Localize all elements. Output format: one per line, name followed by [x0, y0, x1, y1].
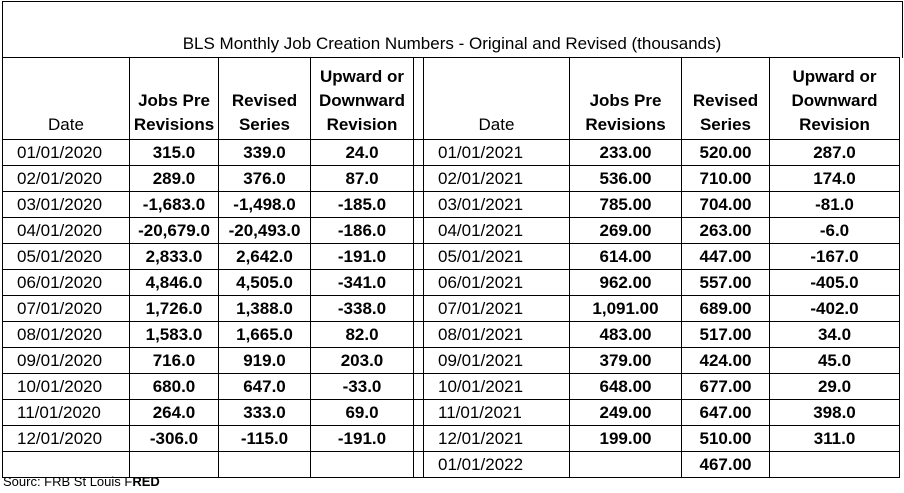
revised-cell-2020: 919.0	[219, 348, 311, 374]
date-cell-2020: 09/01/2020	[3, 348, 130, 374]
date-cell-2021: 01/01/2021	[424, 140, 570, 166]
revision-cell-2020: -33.0	[311, 374, 414, 400]
date-cell-2021: 03/01/2021	[424, 192, 570, 218]
revised-cell-2021: 467.00	[682, 452, 770, 478]
date-cell-2021: 07/01/2021	[424, 296, 570, 322]
column-separator	[414, 296, 424, 322]
revision-cell-2020: -185.0	[311, 192, 414, 218]
revised-cell-2021: 557.00	[682, 270, 770, 296]
jobs-pre-cell-2020: 1,583.0	[130, 322, 219, 348]
header-date-2020: Date	[3, 58, 130, 140]
column-separator	[414, 400, 424, 426]
revision-cell-2021: -402.0	[770, 296, 900, 322]
table-row	[3, 166, 900, 192]
date-cell-2021: 05/01/2021	[424, 244, 570, 270]
date-cell-2021: 08/01/2021	[424, 322, 570, 348]
jobs-pre-cell-2020: 289.0	[130, 166, 219, 192]
date-cell-2020: 06/01/2020	[3, 270, 130, 296]
jobs-pre-cell-2021: 648.00	[570, 374, 682, 400]
column-separator	[414, 58, 424, 140]
revised-cell-2021: 447.00	[682, 244, 770, 270]
date-cell-2021: 11/01/2021	[424, 400, 570, 426]
column-separator	[414, 348, 424, 374]
jobs-pre-cell-2021: 379.00	[570, 348, 682, 374]
revision-cell-2021: -6.0	[770, 218, 900, 244]
column-separator	[414, 166, 424, 192]
table-row	[3, 400, 900, 426]
date-cell-2020: 07/01/2020	[3, 296, 130, 322]
source-fred: RED	[132, 474, 160, 489]
jobs-pre-cell-2020: 2,833.0	[130, 244, 219, 270]
source-prefix: Sourc: FRB St Louis F	[3, 474, 133, 489]
jobs-pre-cell-2020: 680.0	[130, 374, 219, 400]
column-separator	[414, 270, 424, 296]
revised-cell-2021: 517.00	[682, 322, 770, 348]
jobs-pre-cell-2021: 269.00	[570, 218, 682, 244]
revised-cell-2020: 376.0	[219, 166, 311, 192]
revised-cell-2021: 510.00	[682, 426, 770, 452]
date-cell-2020: 03/01/2020	[3, 192, 130, 218]
table-row	[3, 374, 900, 400]
column-separator	[414, 140, 424, 166]
revised-cell-2020: 339.0	[219, 140, 311, 166]
table-row	[3, 218, 900, 244]
jobs-table	[2, 57, 900, 478]
source-note	[3, 474, 160, 489]
revision-cell-2020: 82.0	[311, 322, 414, 348]
revised-cell-2020	[219, 452, 311, 478]
jobs-pre-cell-2020: 1,726.0	[130, 296, 219, 322]
revision-cell-2021: 398.0	[770, 400, 900, 426]
revised-cell-2021: 704.00	[682, 192, 770, 218]
date-cell-2021: 02/01/2021	[424, 166, 570, 192]
jobs-pre-cell-2020: 716.0	[130, 348, 219, 374]
jobs-pre-cell-2021: 962.00	[570, 270, 682, 296]
column-separator	[414, 218, 424, 244]
table-row	[3, 270, 900, 296]
revised-cell-2021: 689.00	[682, 296, 770, 322]
table-title: BLS Monthly Job Creation Numbers - Original and Revised (thousands)	[182, 34, 722, 53]
revised-cell-2021: 710.00	[682, 166, 770, 192]
revised-cell-2020: 333.0	[219, 400, 311, 426]
date-cell-2021: 10/01/2021	[424, 374, 570, 400]
table-row	[3, 426, 900, 452]
table-row	[3, 140, 900, 166]
revised-cell-2021: 677.00	[682, 374, 770, 400]
date-cell-2021: 09/01/2021	[424, 348, 570, 374]
revision-cell-2020: 87.0	[311, 166, 414, 192]
revision-cell-2021: 45.0	[770, 348, 900, 374]
header-revised-2020: Revised Series	[219, 58, 311, 140]
jobs-pre-cell-2021: 483.00	[570, 322, 682, 348]
revised-cell-2020: -20,493.0	[219, 218, 311, 244]
table-row	[3, 322, 900, 348]
date-cell-2020: 10/01/2020	[3, 374, 130, 400]
revision-cell-2020: 24.0	[311, 140, 414, 166]
date-cell-2020: 01/01/2020	[3, 140, 130, 166]
revision-cell-2021: 311.0	[770, 426, 900, 452]
date-cell-2021: 06/01/2021	[424, 270, 570, 296]
header-date-2021: Date	[424, 58, 570, 140]
revised-cell-2020: 647.0	[219, 374, 311, 400]
header-revision-2020: Upward or Downward Revision	[311, 58, 414, 140]
column-separator	[414, 192, 424, 218]
header-revision-2021: Upward or Downward Revision	[770, 58, 900, 140]
jobs-pre-cell-2020: 4,846.0	[130, 270, 219, 296]
date-cell-2021: 01/01/2022	[424, 452, 570, 478]
jobs-pre-cell-2020: 264.0	[130, 400, 219, 426]
revised-cell-2020: 2,642.0	[219, 244, 311, 270]
revision-cell-2020	[311, 452, 414, 478]
date-cell-2020: 02/01/2020	[3, 166, 130, 192]
date-cell-2020: 08/01/2020	[3, 322, 130, 348]
revision-cell-2021: 34.0	[770, 322, 900, 348]
revised-cell-2020: 1,665.0	[219, 322, 311, 348]
date-cell-2020: 05/01/2020	[3, 244, 130, 270]
jobs-pre-cell-2020: -306.0	[130, 426, 219, 452]
revised-cell-2020: 1,388.0	[219, 296, 311, 322]
revised-cell-2020: -1,498.0	[219, 192, 311, 218]
revision-cell-2020: -338.0	[311, 296, 414, 322]
jobs-pre-cell-2021: 1,091.00	[570, 296, 682, 322]
jobs-pre-cell-2021: 233.00	[570, 140, 682, 166]
date-cell-2020: 04/01/2020	[3, 218, 130, 244]
revised-cell-2020: -115.0	[219, 426, 311, 452]
jobs-pre-cell-2020: 315.0	[130, 140, 219, 166]
revised-cell-2021: 424.00	[682, 348, 770, 374]
jobs-pre-cell-2021: 614.00	[570, 244, 682, 270]
revised-cell-2021: 520.00	[682, 140, 770, 166]
jobs-pre-cell-2021	[570, 452, 682, 478]
revised-cell-2021: 647.00	[682, 400, 770, 426]
column-separator	[414, 244, 424, 270]
revision-cell-2020: -191.0	[311, 426, 414, 452]
table-row	[3, 192, 900, 218]
revision-cell-2021: -405.0	[770, 270, 900, 296]
date-cell-2021: 04/01/2021	[424, 218, 570, 244]
revision-cell-2020: -186.0	[311, 218, 414, 244]
revision-cell-2020: -191.0	[311, 244, 414, 270]
revision-cell-2020: -341.0	[311, 270, 414, 296]
jobs-pre-cell-2020: -20,679.0	[130, 218, 219, 244]
header-row	[3, 58, 900, 140]
revision-cell-2021: 29.0	[770, 374, 900, 400]
date-cell-2020: 12/01/2020	[3, 426, 130, 452]
jobs-pre-cell-2021: 785.00	[570, 192, 682, 218]
table-row	[3, 348, 900, 374]
revision-cell-2021: 174.0	[770, 166, 900, 192]
revision-cell-2021: -81.0	[770, 192, 900, 218]
revision-cell-2020: 203.0	[311, 348, 414, 374]
revision-cell-2021: -167.0	[770, 244, 900, 270]
jobs-pre-cell-2020: -1,683.0	[130, 192, 219, 218]
revision-cell-2021: 287.0	[770, 140, 900, 166]
jobs-pre-cell-2021: 249.00	[570, 400, 682, 426]
column-separator	[414, 374, 424, 400]
table-row	[3, 244, 900, 270]
revision-cell-2020: 69.0	[311, 400, 414, 426]
header-jobs-pre-2021: Jobs Pre Revisions	[570, 58, 682, 140]
date-cell-2021: 12/01/2021	[424, 426, 570, 452]
table-row	[3, 296, 900, 322]
jobs-pre-cell-2021: 536.00	[570, 166, 682, 192]
header-jobs-pre-2020: Jobs Pre Revisions	[130, 58, 219, 140]
column-separator	[414, 452, 424, 478]
date-cell-2020: 11/01/2020	[3, 400, 130, 426]
revision-cell-2021	[770, 452, 900, 478]
revised-cell-2020: 4,505.0	[219, 270, 311, 296]
header-revised-2021: Revised Series	[682, 58, 770, 140]
jobs-pre-cell-2021: 199.00	[570, 426, 682, 452]
revised-cell-2021: 263.00	[682, 218, 770, 244]
column-separator	[414, 322, 424, 348]
column-separator	[414, 426, 424, 452]
